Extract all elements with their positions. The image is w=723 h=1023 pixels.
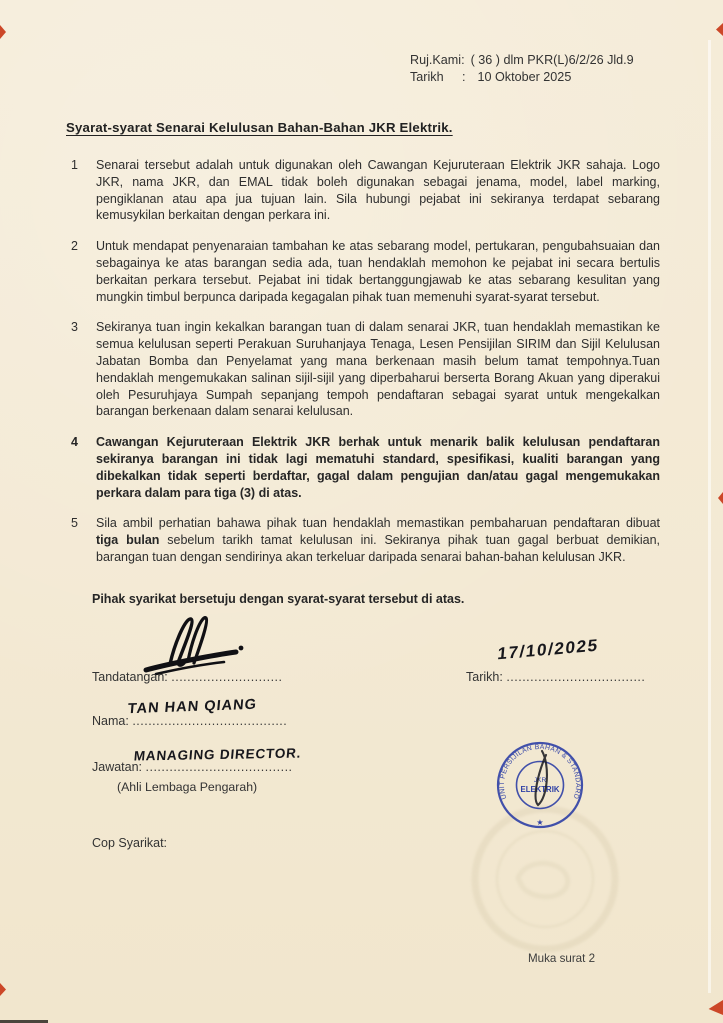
tarikh-label: Tarikh:: [466, 670, 503, 684]
term-number: 3: [71, 320, 78, 335]
scan-artifact-top-left: [0, 25, 6, 39]
term-text: Sekiranya tuan ingin kekalkan barangan tuan di dalam senarai JKR, tuan hendaklah memastikan ke semua kelulusan seperti Perakuan Suruhanjaya Tenaga, Lesen Pensijilan SIRIM dan Sijil Kelulusan Jabatan Bomba dan Penyelamat yang mana berkenaan masih belum tamat tempohnya.Tuan hendaklah mengemukakan salinan sijil-sijil yang diperbaharui berserta Borang Akuan yang diperakui oleh Pesuruhjaya Sumpah sepanjang tempoh pendaftaran sebagai syarat untuk mengekalkan barangan berkenaan dalam senarai kelulusan.: [96, 320, 660, 419]
term-number: 5: [71, 516, 78, 531]
term-text: Cawangan Kejuruteraan Elektrik JKR berhak untuk menarik balik kelulusan pendaftaran sekiranya barangan ini tidak lagi mematuhi standard, spesifikasi, kualiti barangan yang dibekalkan tidak seperti berdaftar, gagal dalam pengujian dan/atau gagal mengemukakan perkara dalam para tiga (3) di atas.: [96, 435, 660, 500]
scan-artifact-right: [718, 492, 723, 504]
company-stamp: [496, 741, 584, 829]
reference-number-row: [410, 52, 634, 69]
ref-value: ( 36 ) dlm PKR(L)6/2/26 Jld.9: [470, 53, 634, 67]
scan-artifact-bottom-right: [707, 1000, 723, 1015]
stamp-ring-text: UNIT PERSIJILAN BAHAN & STANDARD: [498, 743, 582, 801]
scan-paper-edge-highlight: [708, 40, 711, 993]
term-text: Senarai tersebut adalah untuk digunakan oleh Cawangan Kejuruteraan Elektrik JKR sahaja. Logo JKR, nama JKR, dan EMAL tidak boleh digunakan sebagai jenama, model, label marking, pengiklanan atau apa jua tujuan lain. Sila hubungi pejabat ini sekiranya terdapat sebarang kemusykilan berkaitan dengan perkara ini.: [96, 158, 660, 223]
term-text: Untuk mendapat penyenaraian tambahan ke atas sebarang model, pertukaran, pengubahsuaian dan sebagainya ke atas barangan sedia ada, tuan hendaklah memohon ke pejabat ini secara bertulis berkaitan perkara tersebut. Pejabat ini tidak bertanggungjawab ke atas sebarang kesulitan yang mungkin timbul berpunca daripada kegagalan pihak tuan memenuhi syarat-syarat tersebut.: [96, 239, 660, 304]
tarikh-dotted-line: ...................................: [506, 670, 646, 684]
date-colon: :: [462, 70, 466, 84]
term-text: Sila ambil perhatian bahawa pihak tuan hendaklah memastikan pembaharuan pendaftaran dibuat tiga bulan sebelum tarikh tamat kelulusan ini. Sekiranya pihak tuan gagal berbuat demikian, barangan tuan dengan sendirinya akan terkeluar daripada senarai bahan-bahan kelulusan JKR.: [96, 516, 661, 564]
nama-label: Nama:: [92, 714, 129, 728]
jawatan-row: [92, 760, 293, 774]
jawatan-label: Jawatan:: [92, 760, 143, 774]
stamp-star-icon: ★: [536, 818, 544, 827]
scan-artifact-bottom-left: [0, 983, 6, 996]
signature-scribble: [130, 608, 250, 678]
term-item: [66, 238, 660, 305]
tandatangan-dotted-line: ............................: [171, 670, 283, 684]
term-item: [66, 319, 660, 420]
handwritten-name: TAN HAN QIANG: [127, 696, 258, 718]
scan-artifact-top-right: [716, 23, 723, 36]
handwritten-position: MANAGING DIRECTOR.: [133, 745, 302, 764]
handwritten-date: 17/10/2025: [496, 635, 600, 664]
stamp-center-line2: ELEKTRIK: [520, 785, 560, 794]
jawatan-dotted-line: .....................................: [145, 760, 293, 774]
tarikh-row: [466, 670, 645, 684]
term-item: [66, 434, 660, 501]
nama-dotted-line: .......................................: [132, 714, 288, 728]
reference-block: [410, 52, 634, 86]
jawatan-note: (Ahli Lembaga Pengarah): [117, 780, 258, 794]
term-item: [66, 157, 660, 224]
stamp-center-line1: JKR: [533, 777, 547, 784]
letter-date-row: [410, 69, 634, 86]
term-number: 2: [71, 239, 78, 254]
tandatangan-label: Tandatangan:: [92, 670, 168, 684]
document-title: Syarat-syarat Senarai Kelulusan Bahan-Bahan JKR Elektrik.: [66, 120, 453, 135]
tandatangan-row: [92, 670, 283, 684]
date-value: 10 Oktober 2025: [477, 70, 572, 84]
nama-row: [92, 714, 287, 728]
agreement-statement: Pihak syarikat bersetuju dengan syarat-syarat tersebut di atas.: [92, 592, 465, 606]
term-number: 4: [71, 435, 78, 450]
ref-label: Ruj.Kami:: [410, 53, 465, 67]
term-item: [66, 515, 660, 565]
cop-syarikat-label: Cop Syarikat:: [92, 836, 168, 850]
page-number: Muka surat 2: [528, 952, 596, 965]
terms-list: [66, 157, 660, 580]
term-number: 1: [71, 158, 78, 172]
date-label: Tarikh: [410, 70, 444, 84]
